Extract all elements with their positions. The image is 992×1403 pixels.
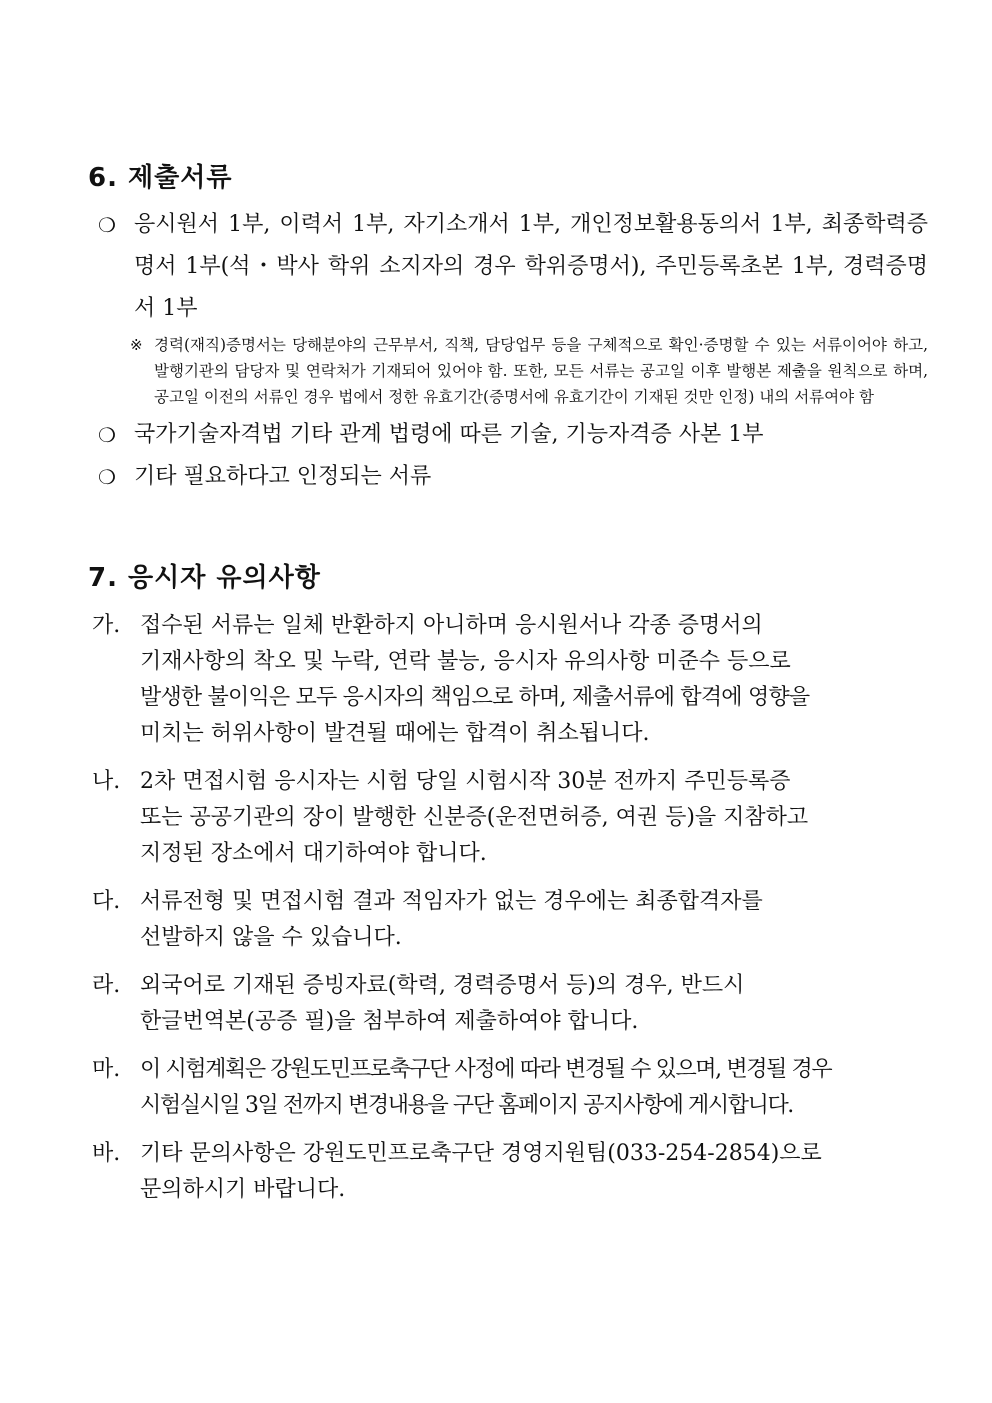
section-6 <box>88 160 928 498</box>
notice-item-label: 바. <box>92 1141 121 1166</box>
notice-item-text <box>140 884 928 956</box>
notice-item <box>88 1052 928 1124</box>
list-item <box>88 204 928 330</box>
list-item <box>88 456 928 498</box>
text-line: 지정된 장소에서 대기하여야 합니다. <box>140 841 487 866</box>
list-item-text: 응시원서 1부, 이력서 1부, 자기소개서 1부, 개인정보활용동의서 1부, 최종학력증명서 1부(석・박사 학위 소지자의 경우 학위증명서), 주민등록초본 1부, 경력증명서 1부 <box>134 212 928 321</box>
circle-bullet-icon: ❍ <box>98 213 116 237</box>
notice-item-text <box>140 1052 928 1124</box>
notice-item-label: 라. <box>92 973 121 998</box>
notice-item-text <box>140 1136 928 1208</box>
text-line: 문의하시기 바랍니다. <box>140 1177 346 1202</box>
list-item-text: 기타 필요하다고 인정되는 서류 <box>134 464 432 489</box>
notice-item-text <box>140 968 928 1040</box>
notice-item-text <box>140 608 928 752</box>
text-line: 기재사항의 착오 및 누락, 연락 불능, 응시자 유의사항 미준수 등으로 <box>140 649 791 674</box>
section-7-heading: 7. 응시자 유의사항 <box>88 563 321 593</box>
notice-item-text <box>140 764 928 872</box>
text-line: 이 시험계획은 강원도민프로축구단 사정에 따라 변경될 수 있으며, 변경될 경우 <box>140 1057 832 1082</box>
text-line: 미치는 허위사항이 발견될 때에는 합격이 취소됩니다. <box>140 721 650 746</box>
list-item <box>88 414 928 456</box>
note <box>88 332 928 410</box>
text-line: 접수된 서류는 일체 반환하지 아니하며 응시원서나 각종 증명서의 <box>140 613 763 638</box>
text-line: 발생한 불이익은 모두 응시자의 책임으로 하며, 제출서류에 합격에 영향을 <box>140 685 810 710</box>
text-line: 2차 면접시험 응시자는 시험 당일 시험시작 30분 전까지 주민등록증 <box>140 769 791 794</box>
text-line: 시험실시일 3일 전까지 변경내용을 구단 홈페이지 공지사항에 게시합니다. <box>140 1093 793 1118</box>
notice-item-label: 나. <box>92 769 121 794</box>
notice-item <box>88 1136 928 1208</box>
circle-bullet-icon: ❍ <box>98 465 116 489</box>
notice-item <box>88 884 928 956</box>
text-line: 기타 문의사항은 강원도민프로축구단 경영지원팀(033-254-2854)으로 <box>140 1141 822 1166</box>
section-6-heading: 6. 제출서류 <box>88 163 233 193</box>
notice-item-label: 마. <box>92 1057 121 1082</box>
notice-item <box>88 764 928 872</box>
section-7 <box>88 560 928 1220</box>
notice-item <box>88 608 928 752</box>
text-line: 외국어로 기재된 증빙자료(학력, 경력증명서 등)의 경우, 반드시 <box>140 973 745 998</box>
text-line: 선발하지 않을 수 있습니다. <box>140 925 402 950</box>
notice-item-label: 다. <box>92 889 121 914</box>
text-line: 또는 공공기관의 장이 발행한 신분증(운전면허증, 여권 등)을 지참하고 <box>140 805 809 830</box>
note-text: 경력(재직)증명서는 당해분야의 근무부서, 직책, 담당업무 등을 구체적으로 확인·증명할 수 있는 서류이어야 하고, 발행기관의 담당자 및 연락처가 기재되어 있어야 함. 또한, 모든 서류는 공고일 이후 발행본 제출을 원칙으로 하며, 공고일 이전의 서류인 경우 법에서 정한 유효기간(증명서에 유효기간이 기재된 것만 인정) 내의 서류여야 함 <box>154 336 928 406</box>
text-line: 서류전형 및 면접시험 결과 적임자가 없는 경우에는 최종합격자를 <box>140 889 763 914</box>
notice-item <box>88 968 928 1040</box>
notice-item-label: 가. <box>92 613 121 638</box>
reference-mark-icon: ※ <box>130 336 143 354</box>
text-line: 한글번역본(공증 필)을 첨부하여 제출하여야 합니다. <box>140 1009 639 1034</box>
circle-bullet-icon: ❍ <box>98 423 116 447</box>
list-item-text: 국가기술자격법 기타 관계 법령에 따른 기술, 기능자격증 사본 1부 <box>134 422 764 447</box>
